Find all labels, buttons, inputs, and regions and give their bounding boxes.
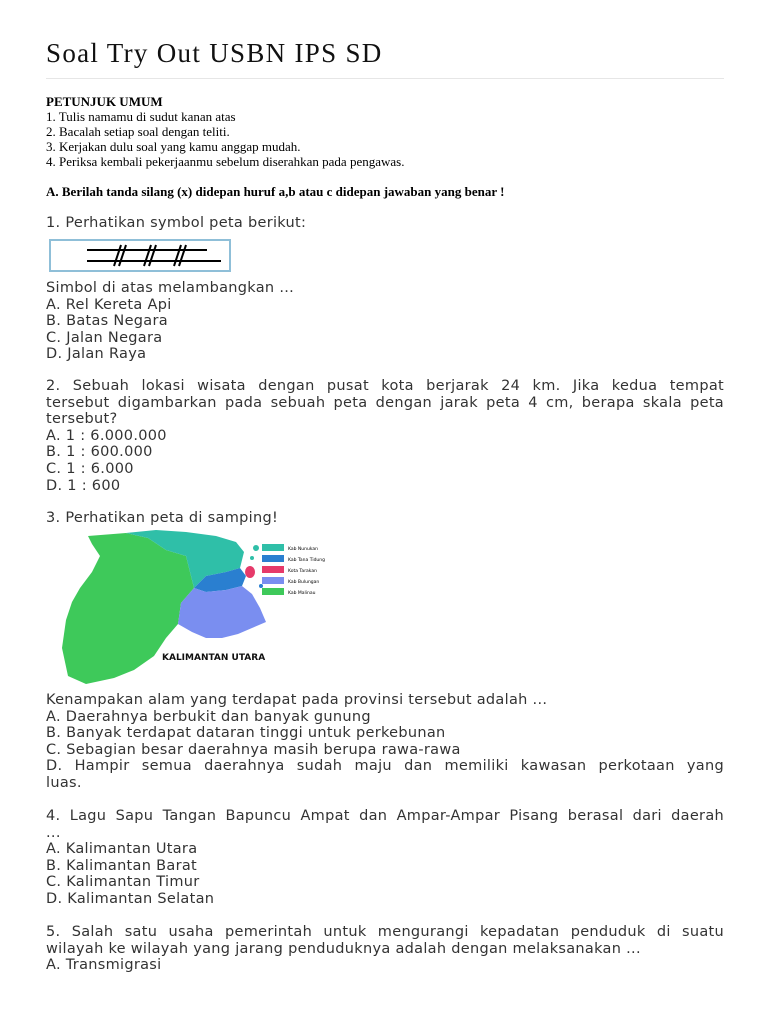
legend-label: Kab Nunukan (288, 547, 318, 552)
answer-option[interactable]: A. 1 : 6.000.000 (46, 427, 167, 444)
kalimantan-utara-map (56, 528, 346, 690)
answer-option[interactable]: C. Kalimantan Timur (46, 874, 200, 891)
answer-option[interactable]: A. Rel Kereta Api (46, 296, 172, 313)
legend-label: Kab Malinau (288, 591, 316, 596)
title-divider (46, 78, 724, 79)
legend-label: Kab Bulungan (288, 580, 320, 585)
answer-option[interactable]: B. 1 : 600.000 (46, 444, 153, 461)
region-tarakan (245, 566, 255, 578)
legend-label: Kab Tana Tidung (288, 558, 325, 563)
page-title: Soal Try Out USBN IPS SD (46, 38, 383, 68)
petunjuk-item: 1. Tulis namamu di sudut kanan atas (46, 109, 236, 124)
section-instruction: A. Berilah tanda silang (x) didepan huruf a,b atau c didepan jawaban yang benar ! (46, 184, 505, 199)
answer-option[interactable]: B. Banyak terdapat dataran tinggi untuk perkebunan (46, 725, 446, 742)
petunjuk-item: 2. Bacalah setiap soal dengan teliti. (46, 124, 230, 139)
answer-option[interactable]: A. Kalimantan Utara (46, 841, 198, 858)
map-label: KALIMANTAN UTARA (162, 653, 266, 663)
answer-option[interactable]: C. Sebagian besar daerahnya masih berupa rawa-rawa (46, 741, 461, 758)
petunjuk-item: 3. Kerjakan dulu soal yang kamu anggap mudah. (46, 139, 301, 154)
petunjuk-list (46, 109, 404, 169)
answer-option[interactable]: D. Hampir semua daerahnya sudah maju dan memiliki kawasan perkotaan yang (46, 758, 724, 775)
question-3-prompt: 3. Perhatikan peta di samping! (46, 510, 279, 526)
answer-option[interactable]: B. Batas Negara (46, 313, 168, 330)
question-3-body: Kenampakan alam yang terdapat pada provinsi tersebut adalah ... A. Daerahnya berbukit dan banyak gunung B. Banyak terdapat dataran tinggi untuk perkebunan C. Sebagian besar daerahnya masih berupa rawa-rawa D. Hampir semua daerahnya sudah maju dan memiliki kawasan perkotaan yang luas. (46, 692, 724, 791)
answer-option[interactable]: A. Transmigrasi (46, 957, 162, 974)
map-legend (262, 544, 325, 596)
legend-swatch (262, 555, 284, 562)
legend-swatch (262, 544, 284, 551)
answer-option[interactable]: A. Daerahnya berbukit dan banyak gunung (46, 708, 371, 725)
legend-swatch (262, 588, 284, 595)
answer-option[interactable]: C. Jalan Negara (46, 329, 163, 346)
map-symbol-image (49, 239, 231, 272)
question-4: 4. Lagu Sapu Tangan Bapuncu Ampat dan Ampar-Ampar Pisang berasal dari daerah ... A. Kalimantan Utara B. Kalimantan Barat C. Kalimantan Timur D. Kalimantan Selatan (46, 808, 724, 907)
question-1-prompt: 1. Perhatikan symbol peta berikut: (46, 215, 307, 231)
answer-option[interactable]: D. 1 : 600 (46, 477, 121, 494)
legend-label: Kota Tarakan (288, 569, 317, 574)
petunjuk-heading: PETUNJUK UMUM (46, 94, 163, 109)
legend-swatch (262, 566, 284, 573)
question-1-body: Simbol di atas melambangkan ... A. Rel Kereta Api B. Batas Negara C. Jalan Negara D. Jalan Raya (46, 280, 724, 363)
region-bulungan (178, 586, 266, 638)
answer-option[interactable]: C. 1 : 6.000 (46, 460, 134, 477)
answer-option[interactable]: D. Kalimantan Selatan (46, 890, 215, 907)
question-5: 5. Salah satu usaha pemerintah untuk mengurangi kepadatan penduduk di suatu wilayah ke wilayah yang jarang penduduknya adalah dengan melaksanakan ... A. Transmigrasi (46, 924, 724, 974)
petunjuk-item: 4. Periksa kembali pekerjaanmu sebelum diserahkan pada pengawas. (46, 154, 405, 169)
railway-symbol-icon (51, 241, 229, 270)
question-2: 2. Sebuah lokasi wisata dengan pusat kota berjarak 24 km. Jika kedua tempat tersebut digambarkan pada sebuah peta dengan jarak peta 4 cm, berapa skala peta tersebut? A. 1 : 6.000.000 B. 1 : 600.000 C. 1 : 6.000 D. 1 : 600 (46, 378, 724, 494)
answer-option[interactable]: D. Jalan Raya (46, 346, 147, 363)
answer-option[interactable]: B. Kalimantan Barat (46, 857, 197, 874)
legend-swatch (262, 577, 284, 584)
